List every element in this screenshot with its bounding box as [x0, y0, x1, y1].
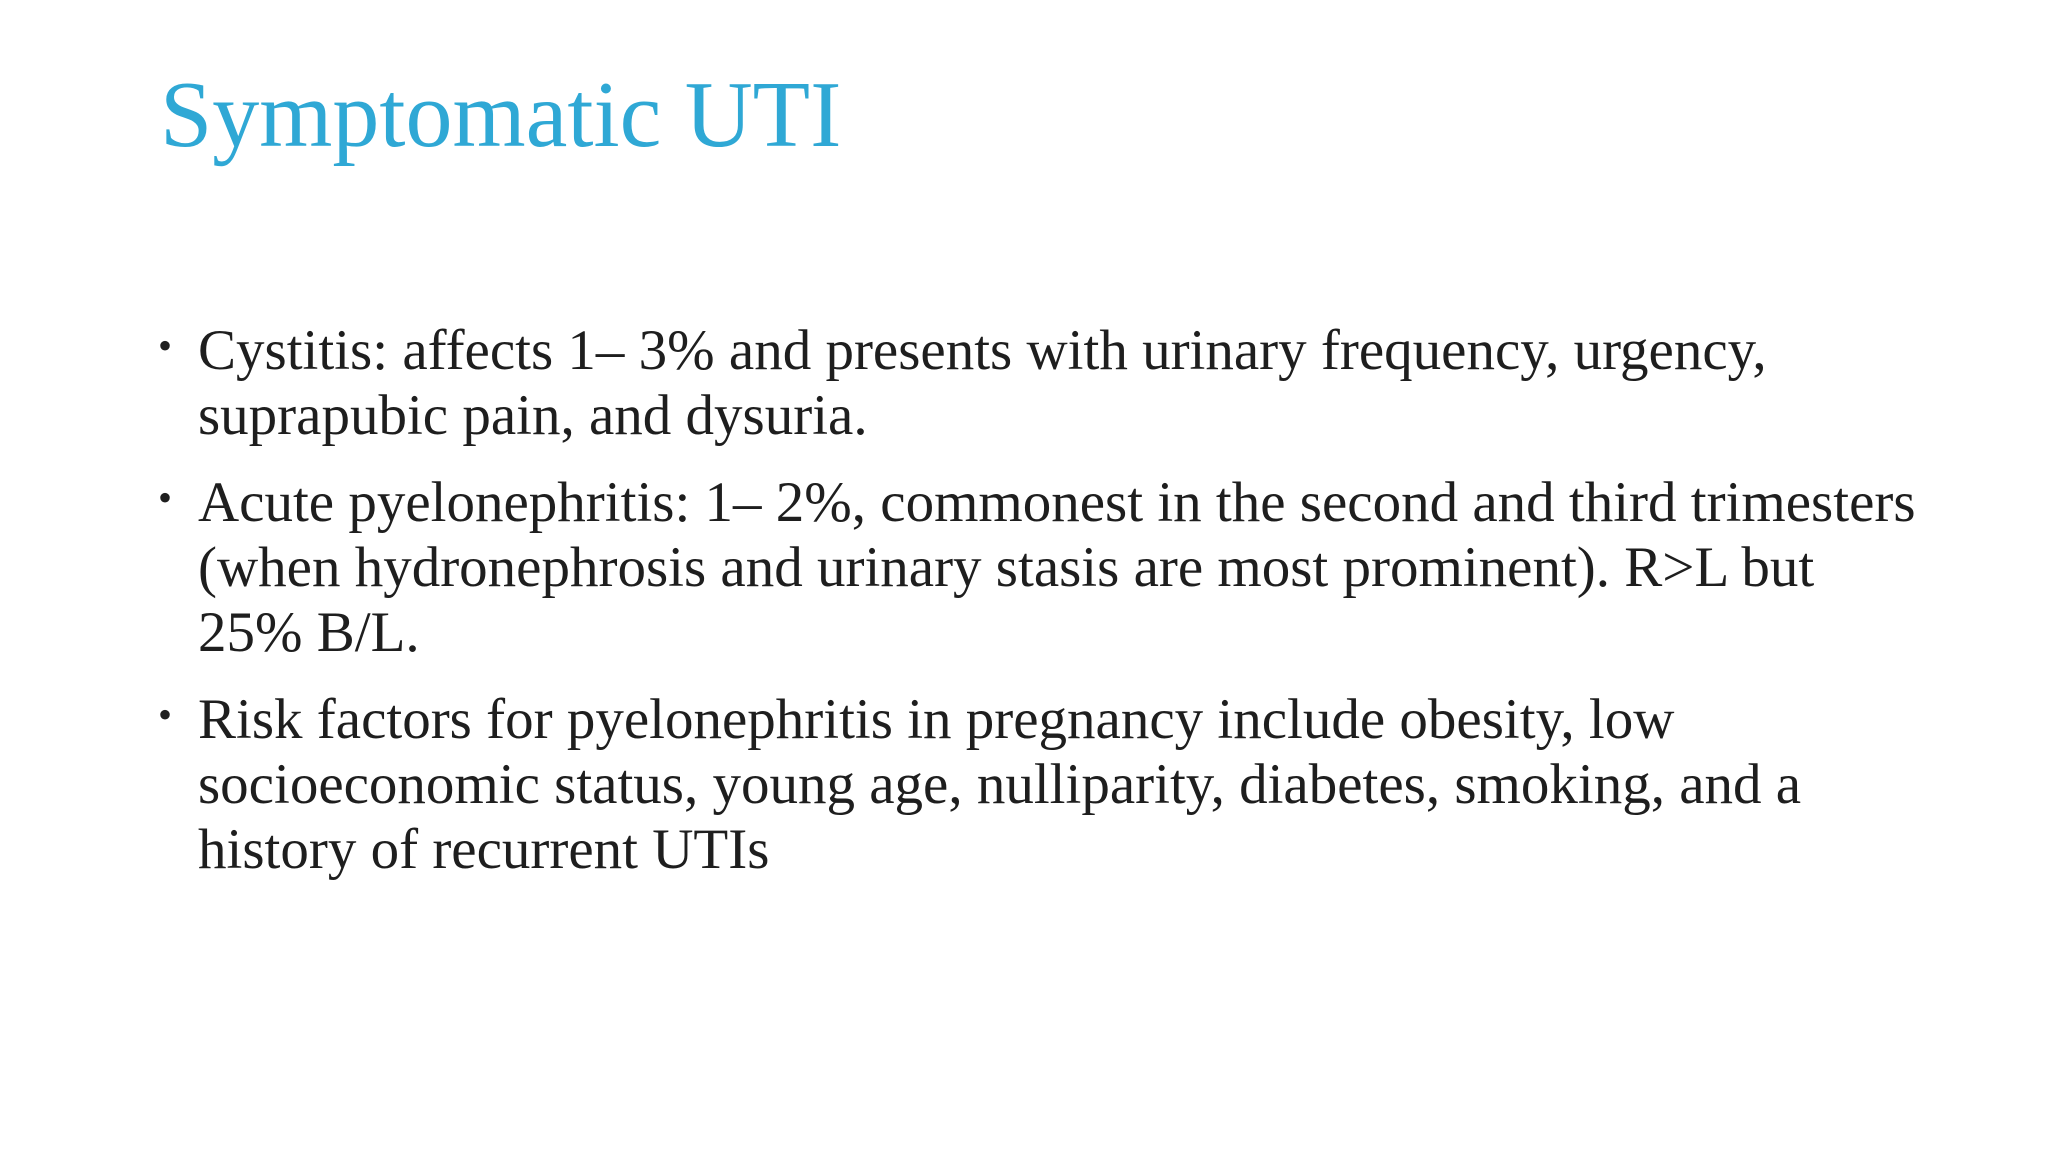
bullet-dot-icon: •: [158, 475, 173, 520]
bullet-item-cystitis: [158, 318, 1918, 448]
bullet-text: Cystitis: affects 1– 3% and presents with urinary frequency, urgency, suprapubic pain, and dysuria.: [198, 319, 1767, 447]
bullet-dot-icon: •: [158, 692, 173, 737]
bullet-list: [158, 318, 1918, 904]
bullet-text: Acute pyelonephritis: 1– 2%, commonest in the second and third trimesters (when hydronephrosis and urinary stasis are most prominent). R>L but 25% B/L.: [198, 471, 1916, 664]
slide-title: Symptomatic UTI: [160, 63, 842, 167]
bullet-text: Risk factors for pyelonephritis in pregnancy include obesity, low socioeconomic status, young age, nulliparity, diabetes, smoking, and a history of recurrent UTIs: [198, 688, 1802, 881]
bullet-item-risk-factors: [158, 687, 1918, 882]
bullet-dot-icon: •: [158, 323, 173, 368]
bullet-item-pyelonephritis: [158, 470, 1918, 665]
